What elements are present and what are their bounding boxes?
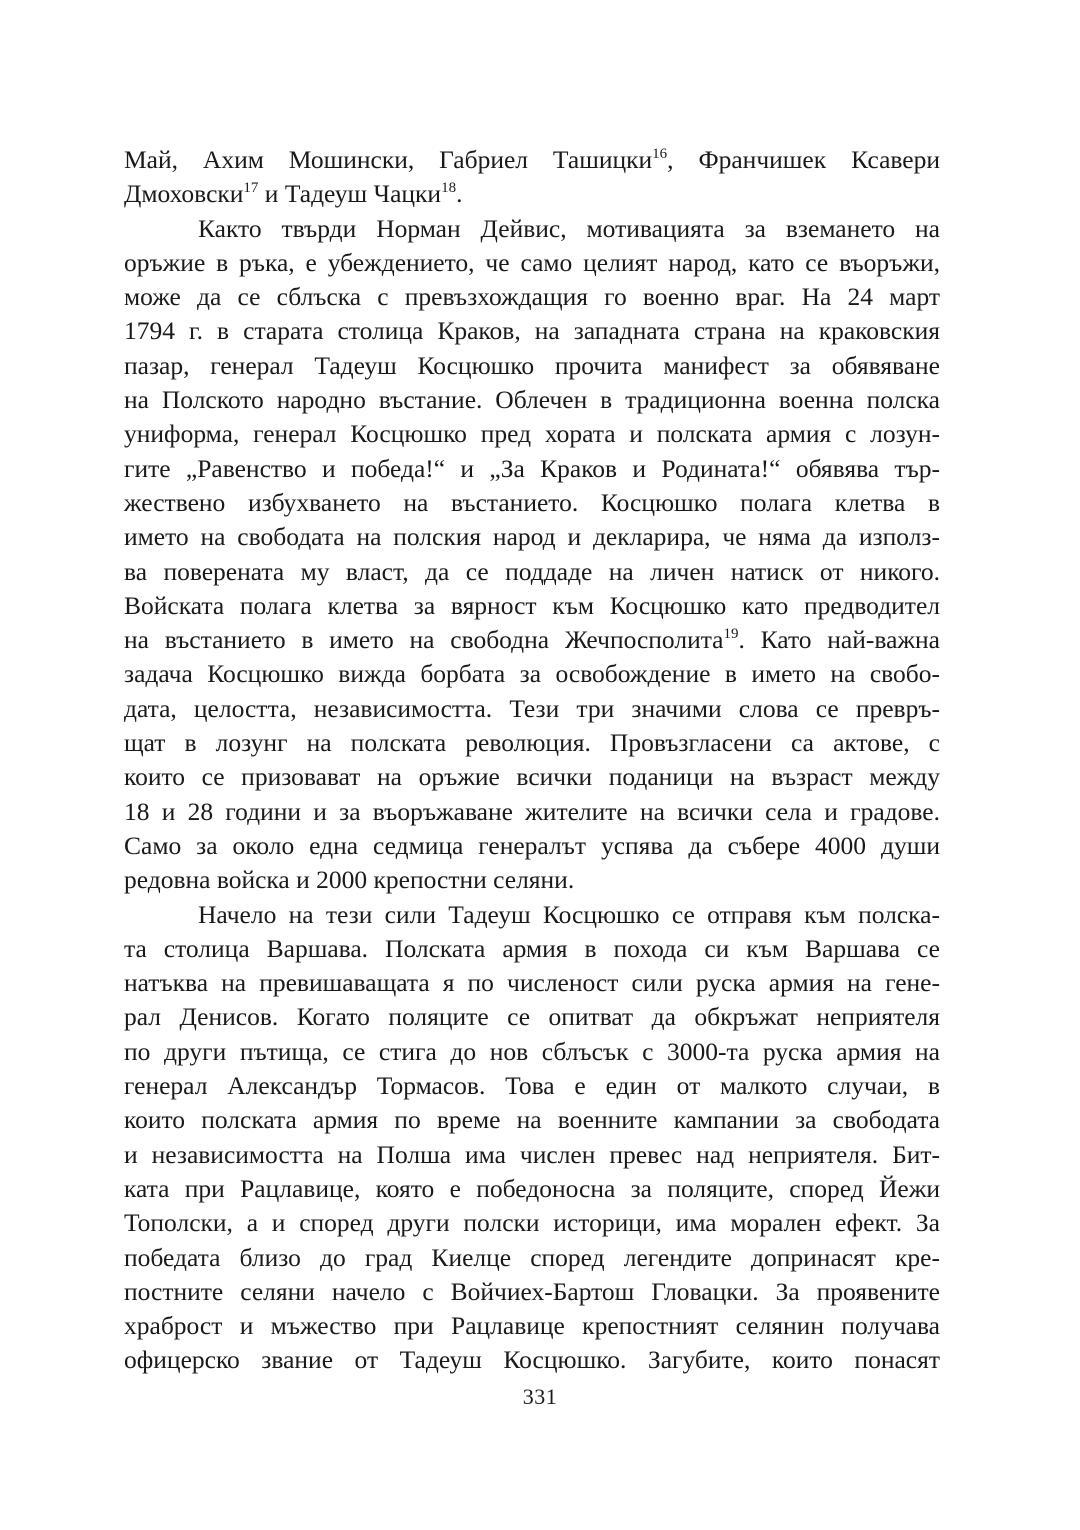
text-run: по други пътища, се стига до нов сблъсък с 3000-та руска армия на (124, 1036, 940, 1066)
text-run: оръжие в ръка, е убеждението, че само целият народ, като се въоръжи, (124, 247, 940, 277)
text-line (124, 1172, 940, 1206)
text-line (124, 1343, 940, 1377)
text-line (124, 212, 940, 246)
text-run: и Тадеуш Чацки (258, 179, 442, 209)
paragraph (124, 212, 940, 898)
text-line (124, 760, 940, 794)
text-run: ва поверената му власт, да се поддаде на личен натиск от никого. (124, 556, 940, 586)
footnote-ref[interactable]: 16 (652, 146, 668, 162)
text-line (124, 829, 940, 863)
text-run: Май, Ахим Мошински, Габриел Ташицки (124, 145, 653, 174)
text-run: които се призовават на оръжие всички поданици на възраст между (124, 762, 940, 792)
text-run: които полската армия по време на военните кампании за свободата (124, 1105, 940, 1135)
text-line (124, 555, 940, 589)
text-line (124, 280, 940, 314)
text-run: , Франчишек Ксавери (667, 145, 940, 174)
text-line (124, 932, 940, 966)
text-line (124, 486, 940, 520)
text-run: . Като най-важна (738, 625, 940, 655)
text-line (124, 623, 940, 657)
text-line (124, 1103, 940, 1137)
text-line (124, 1275, 940, 1309)
text-line (124, 177, 940, 211)
text-run: Както твърди Норман Дейвис, мотивацията за вземането на (198, 213, 940, 243)
text-run: Войската полага клетва за вярност към Косцюшко като предводител (124, 590, 940, 620)
text-line (124, 383, 940, 417)
text-run: може да се сблъска с превъзхождащия го военно враг. На 24 март (124, 282, 940, 312)
text-line (124, 692, 940, 726)
text-run: дата, целостта, независимостта. Тези три значими слова се превръ- (124, 693, 940, 723)
text-line (124, 1138, 940, 1172)
text-run: задача Косцюшко вижда борбата за освобождение в името на свобо- (124, 659, 940, 689)
text-line (124, 452, 940, 486)
text-run: жествено избухването на въстанието. Косцюшко полага клетва в (124, 487, 940, 517)
text-run: пазар, генерал Тадеуш Косцюшко прочита манифест за обявяване (124, 350, 940, 380)
text-run: Тополски, а и според други полски историци, има морален ефект. За (124, 1208, 940, 1238)
text-run: рал Денисов. Когато поляците се опитват да обкръжат неприятеля (124, 1002, 940, 1032)
text-run: на въстанието в името на свободна Жечпосполита (124, 625, 724, 655)
text-line (124, 520, 940, 554)
page-body (124, 143, 940, 1378)
text-run: Само за около една седмица генералът успява да събере 4000 души (124, 830, 940, 860)
text-line (124, 898, 940, 932)
text-line (124, 349, 940, 383)
text-run: Начело на тези сили Тадеуш Косцюшко се отправя към полска- (198, 899, 940, 929)
text-line (124, 1206, 940, 1240)
footnote-ref[interactable]: 19 (723, 626, 739, 643)
page-number: 331 (522, 1384, 558, 1409)
text-run: щат в лозунг на полската революция. Провъзгласени са актове, с (124, 728, 940, 758)
text-run: Дмоховски (124, 179, 244, 209)
footnote-ref[interactable]: 18 (441, 180, 457, 197)
text-line (124, 795, 940, 829)
text-line (124, 726, 940, 760)
text-run: името на свободата на полския народ и декларира, че няма да използ- (124, 522, 940, 552)
text-run: ката при Рацлавице, която е победоносна за поляците, според Йежи (124, 1173, 940, 1203)
text-line (124, 1000, 940, 1034)
text-line (124, 143, 940, 177)
text-run: на Полското народно въстание. Облечен в традиционна военна полска (124, 385, 940, 415)
footnote-ref[interactable]: 17 (243, 180, 259, 197)
text-run: и независимостта на Полша има числен превес над неприятеля. Бит- (124, 1139, 940, 1169)
paragraph (124, 143, 940, 212)
text-line (124, 1309, 940, 1343)
text-line (124, 1069, 940, 1103)
text-line (124, 1035, 940, 1069)
text-line (124, 657, 940, 691)
text-run: храброст и мъжество при Рацлавице крепостният селянин получава (124, 1311, 940, 1341)
text-run: редовна войска и 2000 крепостни селяни. (124, 865, 575, 895)
text-run: 1794 г. в старата столица Краков, на западната страна на краковския (124, 316, 940, 346)
text-line (124, 966, 940, 1000)
text-run: униформа, генерал Косцюшко пред хората и полската армия с лозун- (124, 419, 940, 449)
text-run: победата близо до град Киелце според легендите допринасят кре- (124, 1242, 940, 1272)
text-run: та столица Варшава. Полската армия в похода си към Варшава се (124, 933, 940, 963)
text-line (124, 1241, 940, 1275)
text-line (124, 417, 940, 451)
paragraph (124, 898, 940, 1378)
text-line (124, 863, 940, 897)
text-run: 18 и 28 години и за въоръжаване жителите на всички села и градове. (124, 796, 940, 826)
text-run: натъква на превишаващата я по численост сили руска армия на гене- (124, 968, 940, 998)
text-line (124, 589, 940, 623)
text-run: . (456, 179, 463, 209)
text-line (124, 246, 940, 280)
text-run: офицерско звание от Тадеуш Косцюшко. Загубите, които понасят (124, 1345, 940, 1375)
text-run: гите „Равенство и победа!“ и „За Краков и Родината!“ обявява тър- (124, 453, 940, 483)
text-line (124, 314, 940, 348)
text-run: постните селяни начело с Войчиех-Бартош Гловацки. За проявените (124, 1276, 940, 1306)
text-run: генерал Александър Тормасов. Това е един от малкото случаи, в (124, 1071, 940, 1101)
